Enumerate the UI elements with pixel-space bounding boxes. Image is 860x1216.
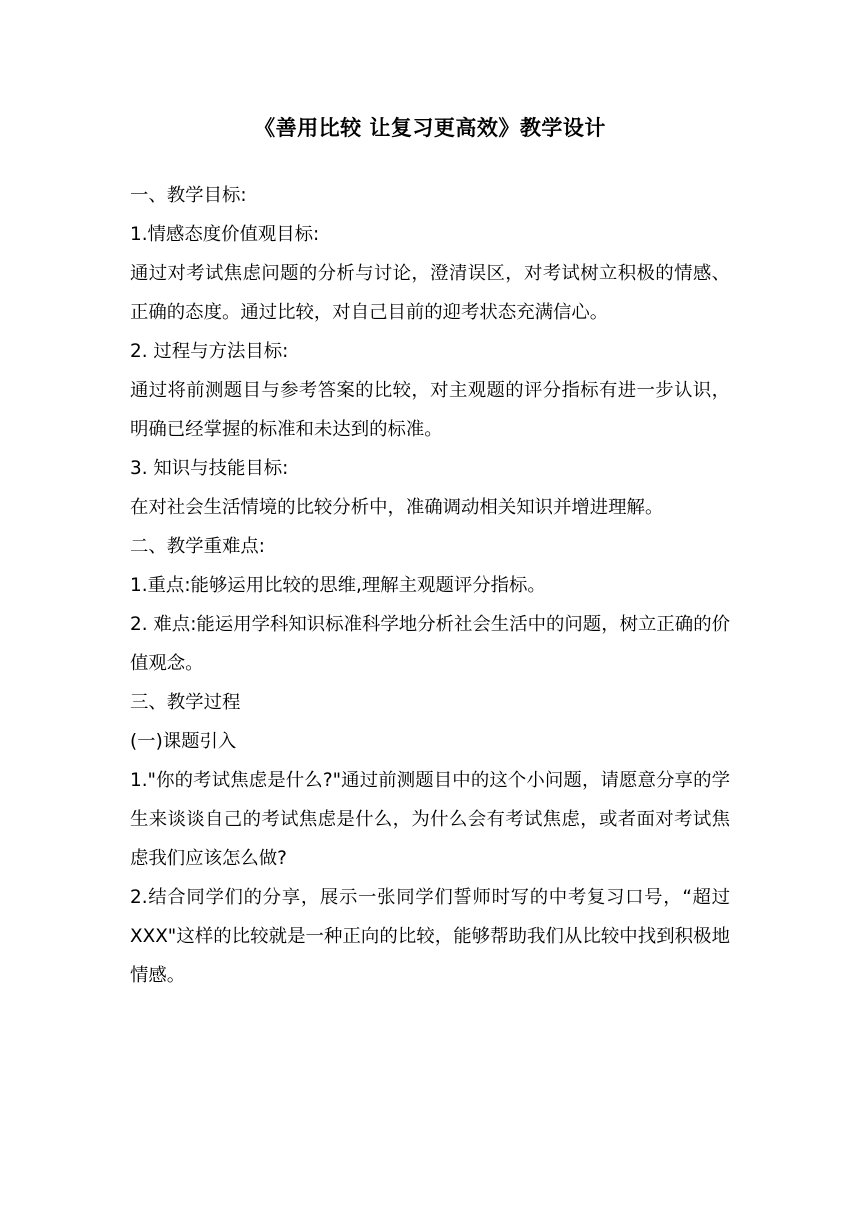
paragraph-intro-step-2: 2.结合同学们的分享，展示一张同学们誓师时写的中考复习口号，“超过 XXX"这样的比较就是一种正向的比较，能够帮助我们从比较中找到积极地情感。 [130,887,730,986]
paragraph-intro-step-1: 1."你的考试焦虑是什么?"通过前测题目中的这个小问题，请愿意分享的学生来谈谈自己的考试焦虑是什么，为什么会有考试焦虑，或者面对考试焦虑我们应该怎么做? [130,770,730,869]
paragraph-emotion-goal: 通过对考试焦虑问题的分析与讨论，澄清误区，对考试树立积极的情感、正确的态度。通过比较，对自己目前的迎考状态充满信心。 [130,263,730,323]
document-body [130,176,730,995]
paragraph-key-point: 1.重点:能够运用比较的思维,理解主观题评分指标。 [130,575,546,596]
subheading-process-goal: 2. 过程与方法目标: [130,341,289,362]
section-heading-key-points: 二、教学重难点: [130,536,265,557]
paragraph-knowledge-goal: 在对社会生活情境的比较分析中，准确调动相关知识并增进理解。 [130,497,664,518]
section-heading-process: 三、教学过程 [130,692,241,713]
document-title: 《善用比较 让复习更高效》教学设计 [254,116,606,140]
paragraph-difficult-point: 2. 难点:能运用学科知识标准科学地分析社会生活中的问题，树立正确的价值观念。 [130,614,730,674]
paragraph-process-goal: 通过将前测题目与参考答案的比较，对主观题的评分指标有进一步认识，明确已经掌握的标准和未达到的标准。 [130,380,730,440]
section-heading-objectives: 一、教学目标: [130,185,247,206]
subheading-knowledge-goal: 3. 知识与技能目标: [130,458,289,479]
subheading-emotion-goal: 1.情感态度价值观目标: [130,224,320,245]
subheading-introduction: (一)课题引入 [130,731,237,752]
